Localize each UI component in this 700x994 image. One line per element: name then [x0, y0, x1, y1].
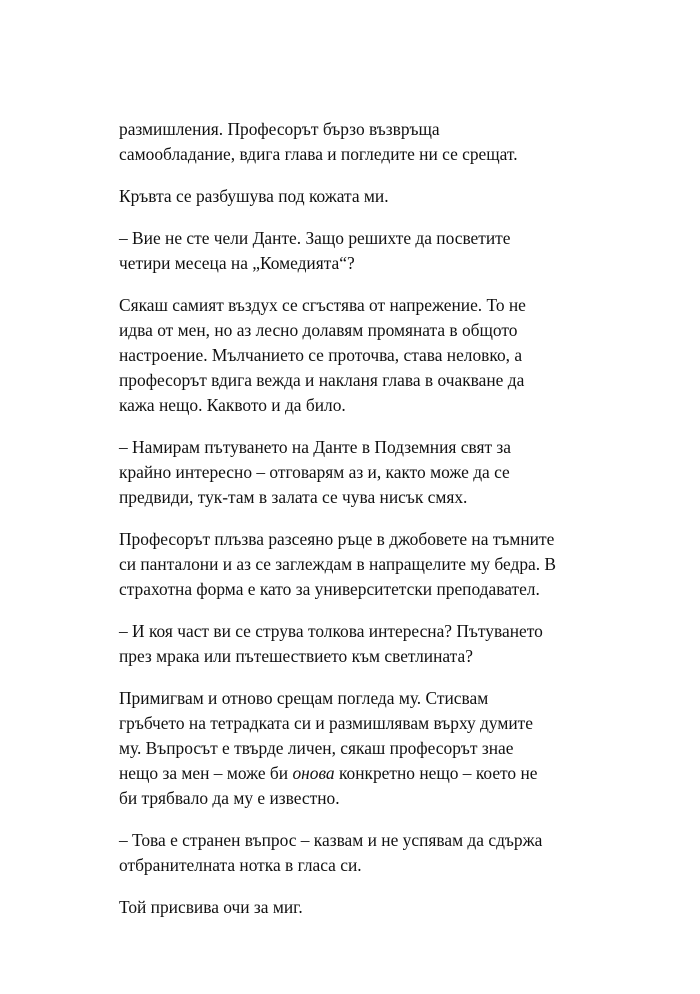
text-line: отбранителната нотка в гласа си. [119, 855, 362, 875]
text-line: професорът вдига вежда и накланя глава в очакване да [119, 370, 525, 390]
text-line: размишления. Професорът бързо възвръща [119, 119, 440, 139]
text-line: Кръвта се разбушува под кожата ми. [119, 186, 389, 206]
text-line: крайно интересно – отговарям аз и, както може да се [119, 462, 510, 482]
text-line: идва от мен, но аз лесно долавям промяната в общото [119, 320, 518, 340]
paragraph-9 [119, 828, 581, 878]
italic-word: онова [292, 763, 335, 783]
text-line-with-italic [119, 761, 581, 786]
paragraph-8 [119, 686, 581, 811]
text-line: му. Въпросът е твърде личен, сякаш професорът знае [119, 738, 514, 758]
paragraph-1 [119, 117, 581, 167]
paragraph-6 [119, 527, 581, 602]
paragraph-7 [119, 619, 581, 669]
paragraph-3 [119, 226, 581, 276]
body-text [119, 117, 581, 937]
text-segment: конкретно нещо – което не [334, 763, 538, 783]
paragraph-4 [119, 293, 581, 418]
text-line: през мрака или пътешествието към светлината? [119, 646, 473, 666]
text-line: Той присвива очи за миг. [119, 897, 303, 917]
text-line: гръбчето на тетрадката си и размишлявам върху думите [119, 713, 533, 733]
text-line: – И коя част ви се струва толкова интересна? Пътуването [119, 621, 543, 641]
text-line: четири месеца на „Комедията“? [119, 253, 355, 273]
text-line: – Вие не сте чели Данте. Защо решихте да посветите [119, 228, 511, 248]
text-line: самообладание, вдига глава и погледите ни се срещат. [119, 144, 518, 164]
text-line: настроение. Мълчанието се проточва, става неловко, а [119, 345, 523, 365]
text-line: си панталони и аз се заглеждам в напращелите му бедра. В [119, 554, 557, 574]
text-line: страхотна форма е като за университетски преподавател. [119, 579, 540, 599]
text-line: – Това е странен въпрос – казвам и не успявам да сдържа [119, 830, 543, 850]
text-line: Професорът плъзва разсеяно ръце в джобовете на тъмните [119, 529, 555, 549]
text-line: кажа нещо. Каквото и да било. [119, 395, 346, 415]
text-line: Сякаш самият въздух се сгъстява от напрежение. То не [119, 295, 526, 315]
text-line: би трябвало да му е известно. [119, 788, 340, 808]
text-line: Примигвам и отново срещам погледа му. Стисвам [119, 688, 489, 708]
text-line: предвиди, тук-там в залата се чува нисък смях. [119, 487, 468, 507]
paragraph-2 [119, 184, 581, 209]
text-segment: нещо за мен – може би [119, 763, 293, 783]
text-line: – Намирам пътуването на Данте в Подземния свят за [119, 437, 511, 457]
paragraph-5 [119, 435, 581, 510]
paragraph-10 [119, 895, 581, 920]
